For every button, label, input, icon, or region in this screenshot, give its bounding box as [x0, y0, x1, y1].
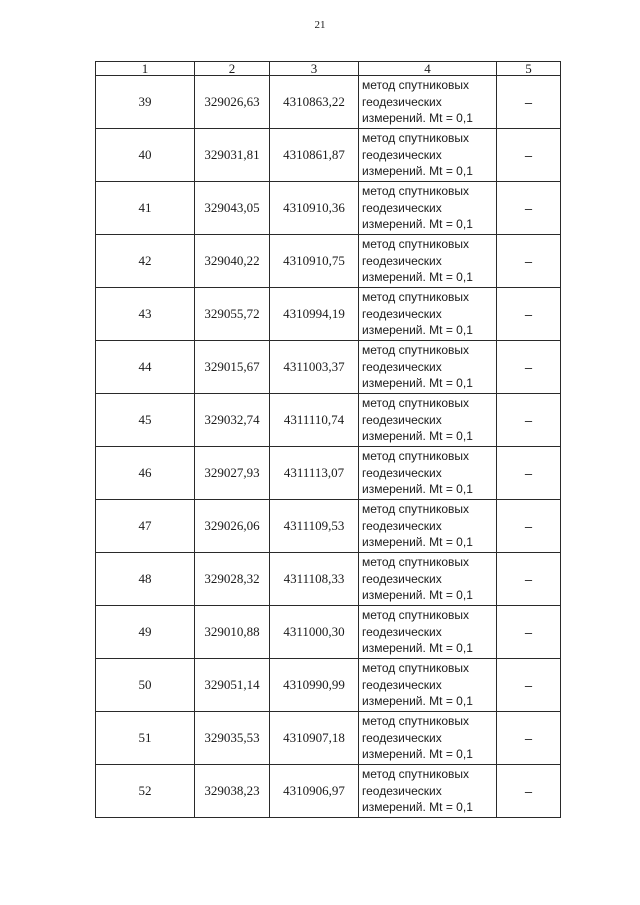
- note-cell: –: [497, 765, 561, 818]
- y-coordinate-cell: 4310994,19: [270, 288, 359, 341]
- method-line: метод спутниковых: [362, 131, 470, 146]
- method-line: геодезических: [362, 465, 442, 480]
- method-line: геодезических: [362, 359, 442, 374]
- note-cell: –: [497, 712, 561, 765]
- method-line: метод спутниковых: [362, 767, 470, 782]
- method-line: метод спутниковых: [362, 184, 470, 199]
- method-line: метод спутниковых: [362, 396, 470, 411]
- x-coordinate-cell: 329027,93: [195, 447, 270, 500]
- note-cell: –: [497, 182, 561, 235]
- note-cell: –: [497, 235, 561, 288]
- method-line: метод спутниковых: [362, 237, 470, 252]
- y-coordinate-cell: 4310863,22: [270, 76, 359, 129]
- x-coordinate-cell: 329028,32: [195, 553, 270, 606]
- point-number-cell: 47: [96, 500, 195, 553]
- method-line: метод спутниковых: [362, 449, 470, 464]
- header-col-2: 2: [195, 62, 270, 76]
- method-cell: [359, 341, 497, 394]
- method-line: измерений. Mt = 0,1: [362, 747, 473, 762]
- method-cell: [359, 394, 497, 447]
- table-row: [96, 76, 561, 129]
- method-line: метод спутниковых: [362, 290, 470, 305]
- method-cell: [359, 129, 497, 182]
- method-line: измерений. Mt = 0,1: [362, 482, 473, 497]
- y-coordinate-cell: 4311109,53: [270, 500, 359, 553]
- point-number-cell: 43: [96, 288, 195, 341]
- x-coordinate-cell: 329055,72: [195, 288, 270, 341]
- method-cell: [359, 606, 497, 659]
- note-cell: –: [497, 659, 561, 712]
- method-line: геодезических: [362, 200, 442, 215]
- note-cell: –: [497, 129, 561, 182]
- x-coordinate-cell: 329026,06: [195, 500, 270, 553]
- method-cell: [359, 712, 497, 765]
- method-cell: [359, 182, 497, 235]
- y-coordinate-cell: 4310861,87: [270, 129, 359, 182]
- method-cell: [359, 288, 497, 341]
- method-cell: [359, 659, 497, 712]
- method-cell: [359, 76, 497, 129]
- table-row: [96, 500, 561, 553]
- point-number-cell: 50: [96, 659, 195, 712]
- y-coordinate-cell: 4310910,75: [270, 235, 359, 288]
- note-cell: –: [497, 500, 561, 553]
- point-number-cell: 41: [96, 182, 195, 235]
- method-line: геодезических: [362, 677, 442, 692]
- method-cell: [359, 500, 497, 553]
- method-cell: [359, 765, 497, 818]
- table-header: [96, 62, 561, 76]
- method-line: измерений. Mt = 0,1: [362, 376, 473, 391]
- method-cell: [359, 447, 497, 500]
- method-line: измерений. Mt = 0,1: [362, 164, 473, 179]
- method-line: измерений. Mt = 0,1: [362, 641, 473, 656]
- method-line: геодезических: [362, 253, 442, 268]
- method-line: метод спутниковых: [362, 343, 470, 358]
- header-col-3: 3: [270, 62, 359, 76]
- point-number-cell: 51: [96, 712, 195, 765]
- y-coordinate-cell: 4311003,37: [270, 341, 359, 394]
- table-row: [96, 341, 561, 394]
- point-number-cell: 40: [96, 129, 195, 182]
- point-number-cell: 44: [96, 341, 195, 394]
- x-coordinate-cell: 329035,53: [195, 712, 270, 765]
- method-line: геодезических: [362, 412, 442, 427]
- y-coordinate-cell: 4311113,07: [270, 447, 359, 500]
- x-coordinate-cell: 329010,88: [195, 606, 270, 659]
- page-number: 21: [314, 19, 326, 31]
- y-coordinate-cell: 4310906,97: [270, 765, 359, 818]
- method-line: геодезических: [362, 147, 442, 162]
- header-col-4: 4: [359, 62, 497, 76]
- method-line: измерений. Mt = 0,1: [362, 323, 473, 338]
- note-cell: –: [497, 394, 561, 447]
- table-row: [96, 553, 561, 606]
- table-row: [96, 235, 561, 288]
- note-cell: –: [497, 606, 561, 659]
- table-row: [96, 447, 561, 500]
- point-number-cell: 52: [96, 765, 195, 818]
- x-coordinate-cell: 329038,23: [195, 765, 270, 818]
- note-cell: –: [497, 447, 561, 500]
- y-coordinate-cell: 4310907,18: [270, 712, 359, 765]
- y-coordinate-cell: 4310910,36: [270, 182, 359, 235]
- method-cell: [359, 553, 497, 606]
- method-line: измерений. Mt = 0,1: [362, 270, 473, 285]
- method-line: геодезических: [362, 730, 442, 745]
- x-coordinate-cell: 329040,22: [195, 235, 270, 288]
- method-line: метод спутниковых: [362, 608, 470, 623]
- y-coordinate-cell: 4311108,33: [270, 553, 359, 606]
- x-coordinate-cell: 329015,67: [195, 341, 270, 394]
- point-number-cell: 42: [96, 235, 195, 288]
- x-coordinate-cell: 329051,14: [195, 659, 270, 712]
- table-row: [96, 712, 561, 765]
- note-cell: –: [497, 341, 561, 394]
- x-coordinate-cell: 329043,05: [195, 182, 270, 235]
- table-row: [96, 659, 561, 712]
- table-row: [96, 129, 561, 182]
- header-row: [96, 62, 561, 76]
- table-row: [96, 288, 561, 341]
- table-body: [96, 76, 561, 818]
- point-number-cell: 48: [96, 553, 195, 606]
- method-line: измерений. Mt = 0,1: [362, 111, 473, 126]
- method-line: измерений. Mt = 0,1: [362, 800, 473, 815]
- method-line: метод спутниковых: [362, 714, 470, 729]
- method-line: измерений. Mt = 0,1: [362, 217, 473, 232]
- note-cell: –: [497, 288, 561, 341]
- point-number-cell: 49: [96, 606, 195, 659]
- table-row: [96, 394, 561, 447]
- method-line: метод спутниковых: [362, 555, 470, 570]
- table-row: [96, 606, 561, 659]
- coordinates-table: [95, 61, 561, 818]
- method-line: геодезических: [362, 306, 442, 321]
- header-col-1: 1: [96, 62, 195, 76]
- method-line: измерений. Mt = 0,1: [362, 694, 473, 709]
- x-coordinate-cell: 329031,81: [195, 129, 270, 182]
- y-coordinate-cell: 4311000,30: [270, 606, 359, 659]
- method-line: геодезических: [362, 783, 442, 798]
- point-number-cell: 45: [96, 394, 195, 447]
- header-col-5: 5: [497, 62, 561, 76]
- table-row: [96, 765, 561, 818]
- note-cell: –: [497, 76, 561, 129]
- y-coordinate-cell: 4311110,74: [270, 394, 359, 447]
- method-line: измерений. Mt = 0,1: [362, 535, 473, 550]
- note-cell: –: [497, 553, 561, 606]
- method-line: измерений. Mt = 0,1: [362, 588, 473, 603]
- point-number-cell: 39: [96, 76, 195, 129]
- method-line: метод спутниковых: [362, 661, 470, 676]
- method-line: геодезических: [362, 94, 442, 109]
- x-coordinate-cell: 329026,63: [195, 76, 270, 129]
- x-coordinate-cell: 329032,74: [195, 394, 270, 447]
- method-line: измерений. Mt = 0,1: [362, 429, 473, 444]
- method-cell: [359, 235, 497, 288]
- point-number-cell: 46: [96, 447, 195, 500]
- method-line: геодезических: [362, 518, 442, 533]
- method-line: метод спутниковых: [362, 502, 470, 517]
- method-line: метод спутниковых: [362, 78, 470, 93]
- method-line: геодезических: [362, 624, 442, 639]
- table-row: [96, 182, 561, 235]
- y-coordinate-cell: 4310990,99: [270, 659, 359, 712]
- method-line: геодезических: [362, 571, 442, 586]
